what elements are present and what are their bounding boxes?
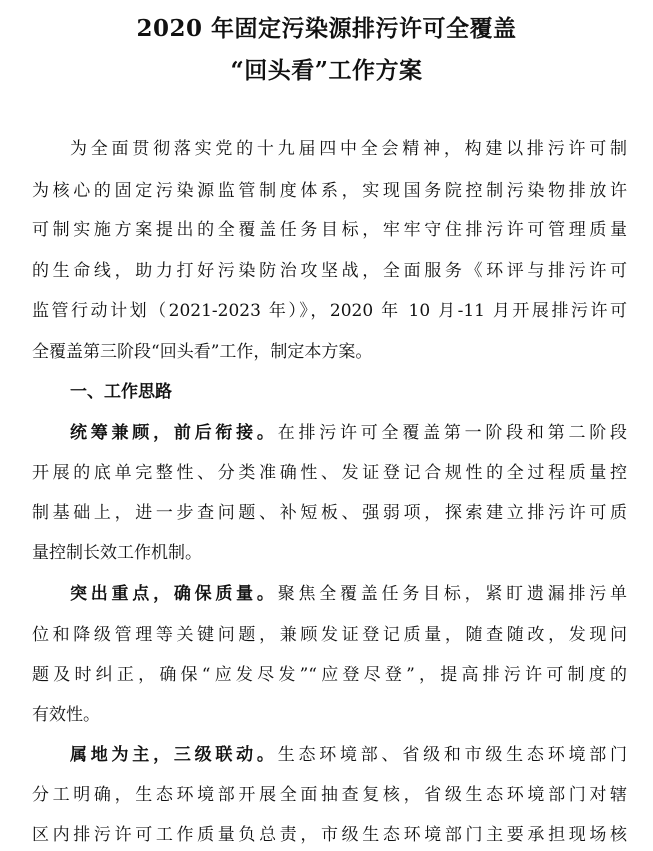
paragraph-lead: 属地为主，三级联动。 — [70, 745, 278, 765]
paragraph-line: 开展的底单完整性、分类准确性、发证登记合规性的全过程质量控 — [32, 463, 627, 483]
section-heading: 一、工作思路 — [70, 382, 172, 402]
paragraph-line: 分工明确，生态环境部开展全面抽查复核，省级生态环境部门对辖 — [32, 785, 627, 805]
paragraph-text: 聚焦全覆盖任务目标，紧盯遗漏排污单 — [277, 584, 627, 604]
paragraph-line: 位和降级管理等关键问题，兼顾发证登记质量，随查随改，发现问 — [32, 625, 627, 645]
document-title-line-1: 2020 年固定污染源排污许可全覆盖 — [136, 15, 517, 42]
intro-line: 的生命线，助力打好污染防治攻坚战，全面服务《环评与排污许可 — [32, 261, 627, 281]
paragraph-line: 有效性。 — [32, 705, 100, 725]
paragraph-line: 题及时纠正，确保“应发尽发”“应登尽登”，提高排污许可制度的 — [32, 665, 627, 685]
document-title-line-2: “回头看”工作方案 — [230, 57, 423, 84]
paragraph-text: 生态环境部、省级和市级生态环境部门 — [277, 745, 627, 765]
intro-line: 监管行动计划（2021-2023 年）》，2020 年 10 月-11 月开展排污许可 — [32, 301, 627, 321]
paragraph-line: 制基础上，进一步查问题、补短板、强弱项，探索建立排污许可质 — [32, 503, 627, 523]
paragraph-first-line — [70, 418, 627, 443]
paragraph-first-line — [70, 740, 627, 765]
intro-line: 为全面贯彻落实党的十九届四中全会精神，构建以排污许可制 — [70, 139, 627, 159]
paragraph-lead: 统筹兼顾，前后衔接。 — [70, 423, 278, 443]
paragraph-line: 区内排污许可工作质量负总责，市级生态环境部门主要承担现场核 — [32, 825, 627, 845]
paragraph-first-line — [70, 579, 627, 604]
intro-line: 全覆盖第三阶段“回头看”工作，制定本方案。 — [32, 342, 373, 362]
intro-line: 可制实施方案提出的全覆盖任务目标，牢牢守住排污许可管理质量 — [32, 220, 627, 240]
paragraph-text: 在排污许可全覆盖第一阶段和第二阶段 — [277, 423, 627, 443]
paragraph-lead: 突出重点，确保质量。 — [70, 584, 278, 604]
paragraph-line: 量控制长效工作机制。 — [32, 543, 202, 563]
intro-line: 为核心的固定污染源监管制度体系，实现国务院控制污染物排放许 — [32, 181, 627, 201]
